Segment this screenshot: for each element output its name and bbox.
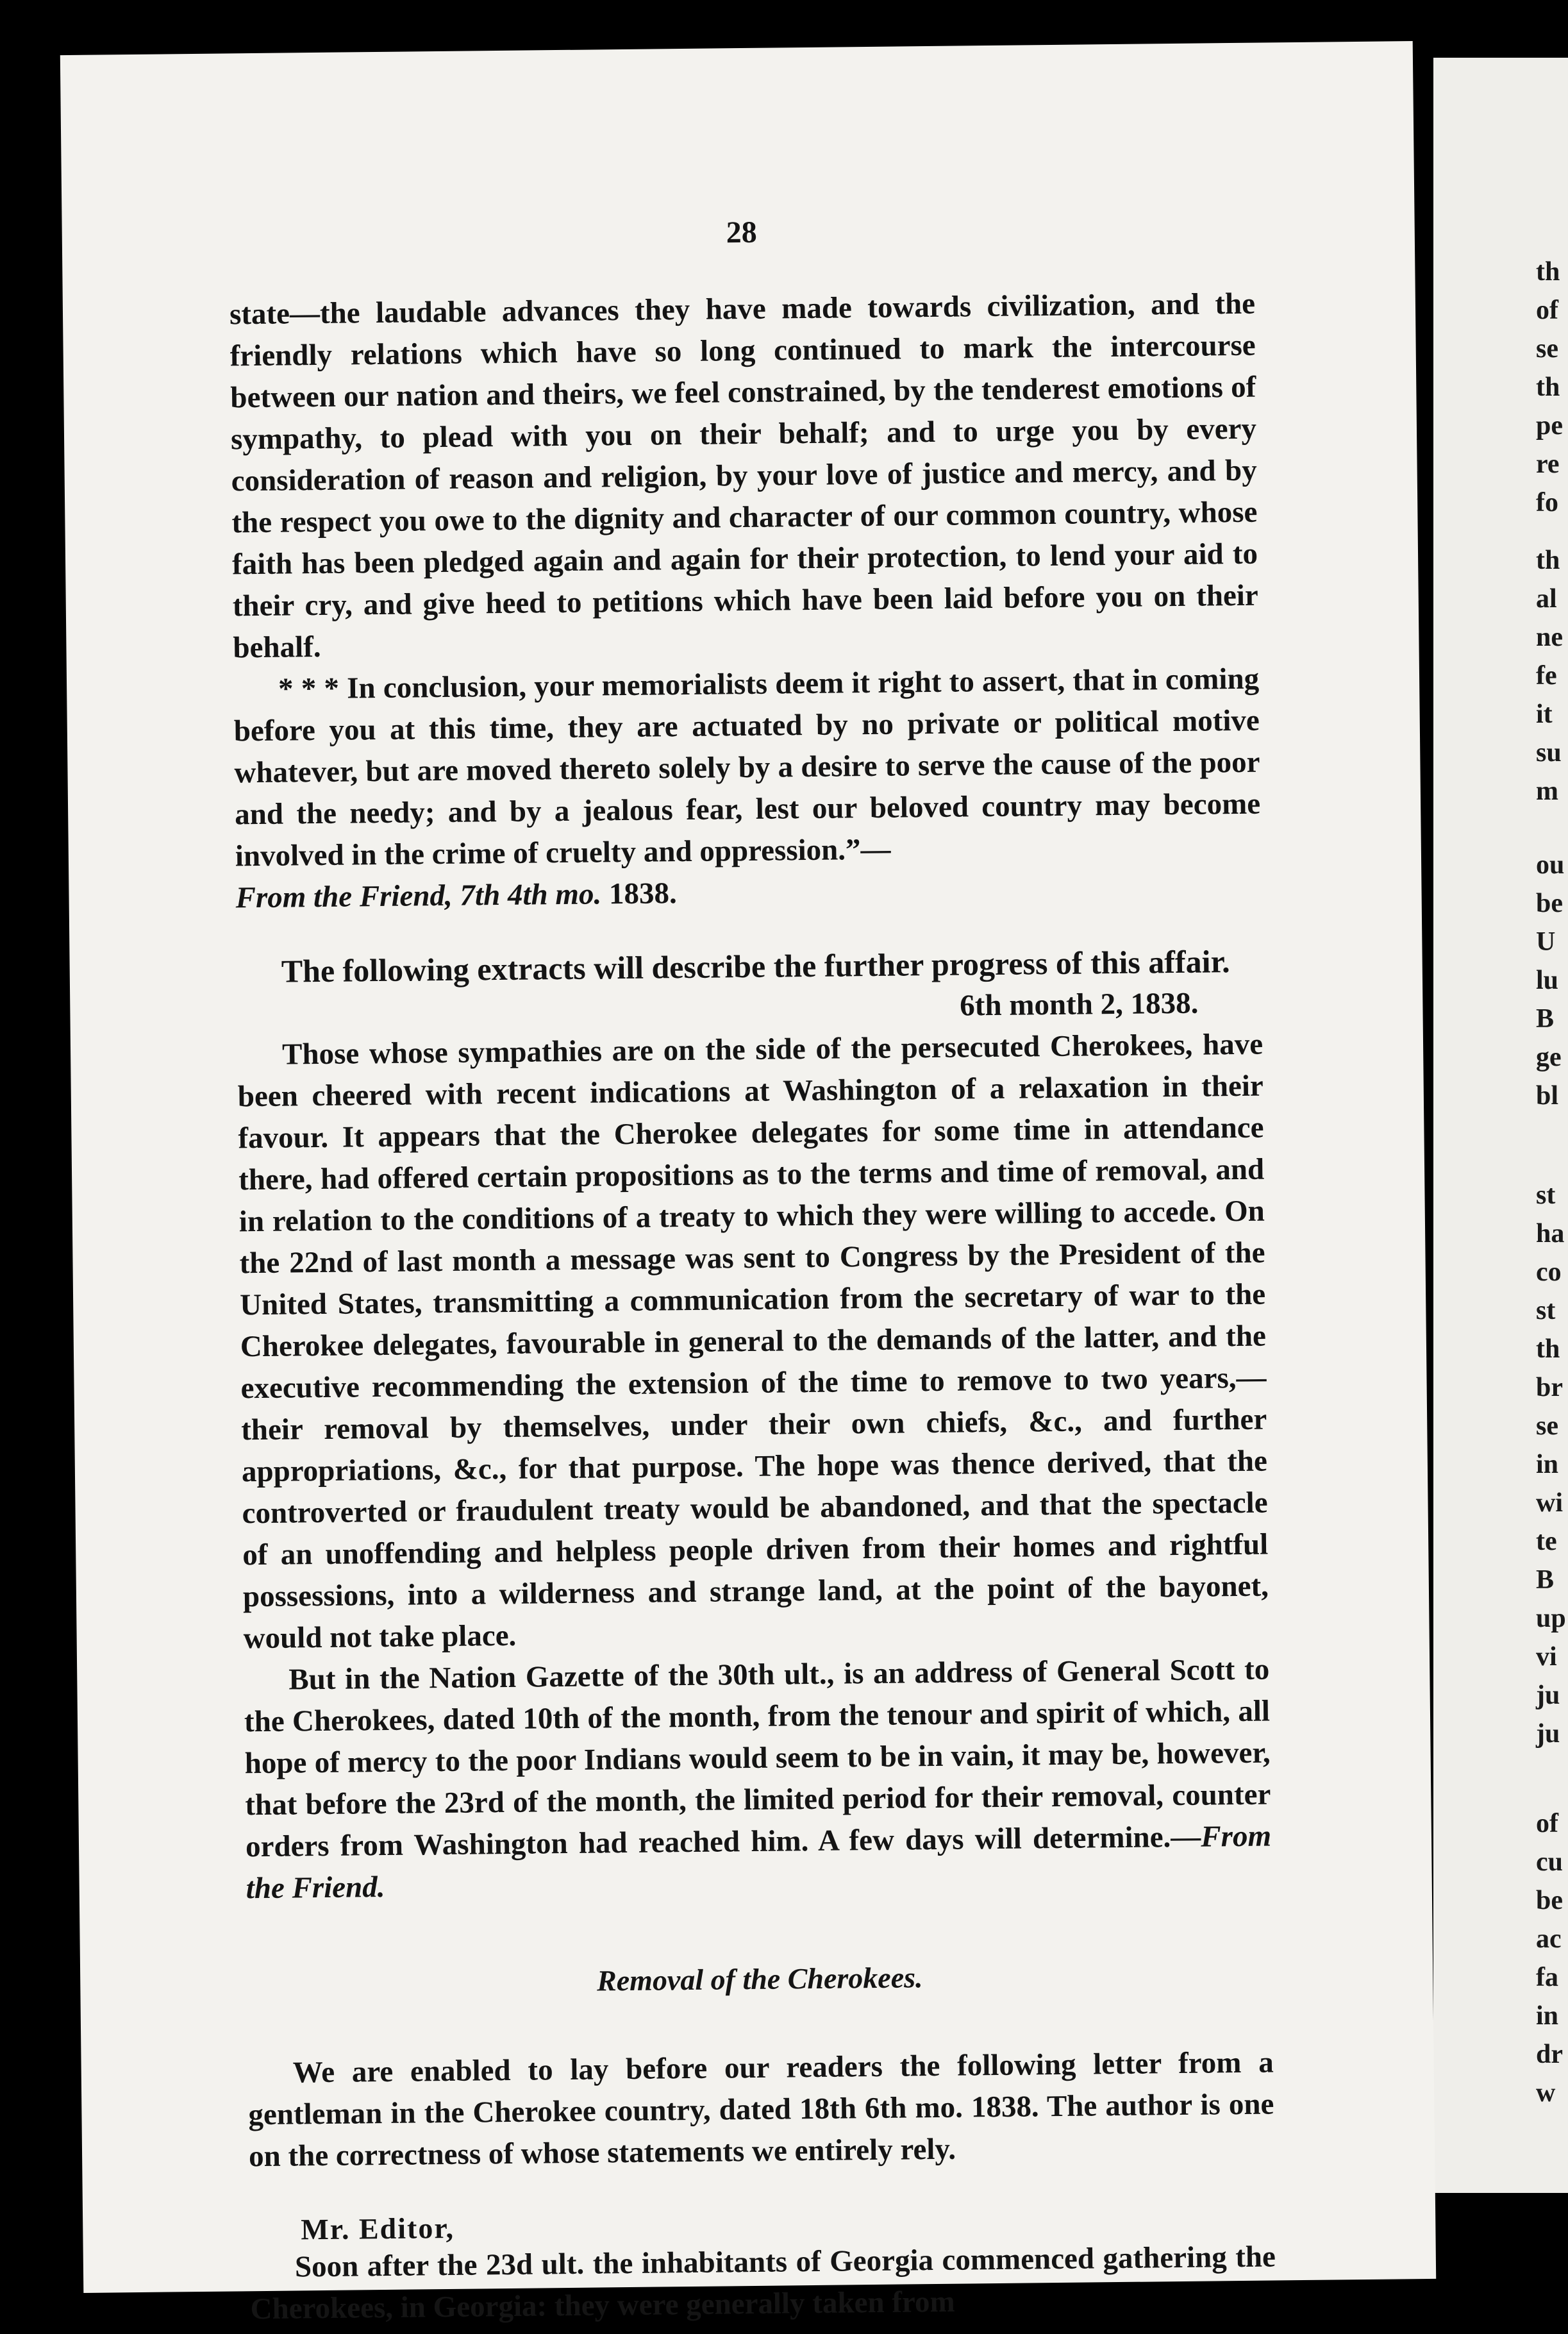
book-page	[60, 41, 1436, 2326]
facing-page-fragment: th	[1536, 546, 1560, 575]
facing-page-fragment: be	[1536, 1886, 1563, 1915]
facing-page-fragment: ha	[1536, 1219, 1565, 1248]
section-heading: Removal of the Cherokees.	[596, 1961, 923, 1997]
facing-page-fragment: up	[1536, 1604, 1566, 1633]
sympathies-paragraph: Those whose sympathies are on the side of the persecuted Cherokees, have been cheered with recent indications at Washington of a relaxation in their favour. It appears that the Cherokee delegates for some time in attendance there, had offered certain propositions as to the terms and time of removal, and in relation to the conditions of a treaty to which they were willing to accede. On the 22nd of last month a message was sent to Congress by the President of the United States, transmitting a communication from the secretary of war to the Cherokee delegates, favourable in general to the demands of the latter, and the executive recommending the extension of the time to remove to two years,—their removal by themselves, under their own chiefs, &c., and further appropriations, &c., for that purpose. The hope was thence derived, that the controverted or fraudulent treaty would be abandoned, and that the spectacle of an unoffending and helpless people driven from their homes and rightful possessions, into a wilderness and strange land, at the point of the bayonet, would not take place.	[237, 1027, 1269, 1656]
facing-page-fragment: in	[1536, 2001, 1559, 2031]
facing-page-fragment: br	[1536, 1373, 1563, 1402]
page-content	[228, 210, 1276, 2331]
facing-page-fragment: cu	[1536, 1847, 1563, 1877]
facing-page-fragment: U	[1536, 927, 1556, 957]
gazette-paragraph-text: But in the Nation Gazette of the 30th ult., is an address of General Scott to the Cherokees, dated 10th of the month, from the tenour and spirit of which, all hope of mercy to the poor Indians would seem to be in vain, it may be, however, that before the 23rd of the month, the limited period for their removal, counter orders from Washington had reached him. A few days will determine.—	[244, 1652, 1271, 1864]
facing-page-fragment: te	[1536, 1527, 1557, 1556]
facing-page-fragment: se	[1536, 334, 1558, 364]
facing-page-fragment: fa	[1536, 1963, 1558, 1992]
facing-page-fragment: se	[1536, 1411, 1558, 1441]
facing-page-fragment: re	[1536, 449, 1560, 479]
facing-page-fragment: al	[1536, 584, 1557, 614]
dateline: 6th month 2, 1838.	[959, 986, 1199, 1023]
gazette-paragraph-source: From the Friend.	[246, 1819, 1272, 1906]
facing-page-fragment: ju	[1536, 1719, 1560, 1749]
facing-page-fragment: be	[1536, 889, 1563, 918]
facing-page-fragment: lu	[1536, 966, 1559, 995]
source-citation-year: 1838.	[601, 877, 677, 911]
facing-page-fragment: B	[1536, 1565, 1555, 1595]
facing-page-fragment: ju	[1536, 1681, 1560, 1710]
facing-page-fragment: th	[1536, 373, 1560, 402]
letter-body: Soon after the 23d ult. the inhabitants of Georgia commenced gathering the Cherokees, in Georgia: they were generally taken from	[250, 2240, 1276, 2326]
facing-page-fragment: of	[1536, 1809, 1558, 1838]
facing-page-fragment: B	[1536, 1004, 1555, 1034]
facing-page-fragment: st	[1536, 1296, 1556, 1325]
source-citation-title: From the Friend, 7th 4th mo.	[235, 877, 602, 915]
facing-page-fragment: st	[1536, 1180, 1556, 1210]
facing-page-fragment: ac	[1536, 1924, 1562, 1954]
facing-page-fragment: m	[1536, 777, 1558, 806]
facing-page-fragment: ne	[1536, 623, 1563, 652]
facing-page-fragment: fo	[1536, 488, 1558, 517]
salutation: Mr. Editor,	[301, 2211, 455, 2246]
facing-page-fragment: su	[1536, 738, 1562, 768]
facing-page-edge	[1433, 58, 1568, 2193]
facing-page-fragment: wi	[1536, 1488, 1563, 1518]
facing-page-fragment: bl	[1536, 1081, 1559, 1111]
facing-page-fragment: dr	[1536, 2040, 1563, 2069]
facing-page-fragment: th	[1536, 257, 1560, 287]
facing-page-fragment: fe	[1536, 661, 1557, 691]
page-number: 28	[726, 215, 758, 250]
facing-page-fragment: in	[1536, 1450, 1559, 1479]
facing-page-fragment: of	[1536, 296, 1558, 325]
letter-intro: We are enabled to lay before our readers the following letter from a gentleman in the Cherokee country, dated 18th 6th mo. 1838. The author is one on the correctness of whose statements we entirely rely.	[248, 2045, 1274, 2174]
facing-page-fragment: co	[1536, 1257, 1562, 1287]
facing-page-fragment: it	[1536, 700, 1553, 729]
extracts-intro: The following extracts will describe the further progress of this affair.	[281, 943, 1230, 989]
memorial-paragraph: state—the laudable advances they have made towards civilization, and the friendly relations which have so long continued to mark the intercourse between our nation and theirs, we feel constrained, by the tenderest emotions of sympathy, to plead with you on their behalf; and to urge you by every consideration of reason and religion, by your love of justice and mercy, and by the respect you owe to the dignity and character of our common country, whose faith has been pledged again and again for their protection, to lend your aid to their cry, and give heed to petitions which have been laid before you on their behalf.	[229, 287, 1258, 665]
facing-page-fragment: ou	[1536, 850, 1565, 880]
facing-page-fragment: th	[1536, 1334, 1560, 1364]
conclusion-paragraph: * * * In conclusion, your memorialists deem it right to assert, that in coming before you at this time, they are actuated by no private or political motive whatever, but are moved thereto solely by a desire to serve the cause of the poor and the needy; and by a jealous fear, lest our beloved country may become involved in the crime of cruelty and oppression.”—	[233, 662, 1261, 873]
facing-page-fragment: w	[1536, 2078, 1556, 2108]
facing-page-fragment: ge	[1536, 1043, 1562, 1072]
facing-page-fragment: vi	[1536, 1642, 1557, 1672]
gazette-paragraph	[244, 1649, 1272, 1910]
facing-page-fragment: pe	[1536, 411, 1563, 441]
